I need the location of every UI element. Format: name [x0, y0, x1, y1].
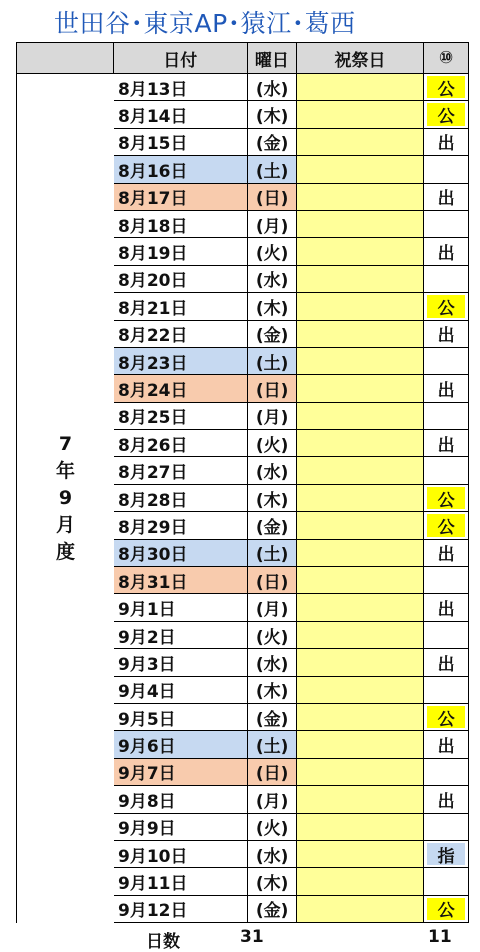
holiday-cell [297, 101, 424, 128]
weekday-cell: (水) [248, 841, 297, 868]
date-cell: 8月29日 [114, 512, 248, 539]
flag-mark: 公 [427, 514, 465, 536]
table-row [114, 731, 468, 758]
page-title: 世田谷･東京AP･猿江･葛西 [54, 9, 356, 38]
flag-cell [424, 485, 468, 512]
flag-mark: 指 [427, 843, 465, 865]
flag-mark [427, 213, 465, 235]
flag-cell [424, 540, 468, 567]
flag-mark: 出 [437, 654, 455, 675]
date-cell: 9月10日 [114, 841, 248, 868]
flag-mark [427, 405, 465, 427]
table-row [114, 156, 468, 183]
holiday-cell [297, 731, 424, 758]
flag-cell [424, 129, 468, 156]
weekday-cell: (月) [248, 786, 297, 813]
holiday-cell [297, 786, 424, 813]
flag-mark [427, 679, 465, 701]
date-cell: 8月21日 [114, 293, 248, 320]
header-day: 曜日 [248, 43, 297, 73]
fiscal-label [17, 74, 114, 923]
flag-mark: 出 [437, 134, 455, 155]
flag-cell [424, 430, 468, 457]
header-blank [17, 43, 114, 73]
holiday-cell [297, 321, 424, 348]
flag-cell [424, 759, 468, 786]
flag-mark [427, 870, 465, 892]
holiday-cell [297, 841, 424, 868]
flag-mark: 出 [437, 326, 455, 347]
weekday-cell: (土) [248, 540, 297, 567]
holiday-cell [297, 677, 424, 704]
date-cell: 8月20日 [114, 266, 248, 293]
holiday-cell [297, 129, 424, 156]
table-footer [16, 927, 469, 952]
table-row [114, 649, 468, 676]
fiscal-label-char: 月 [55, 514, 75, 537]
header-flag: ⑩ [438, 48, 454, 68]
flag-mark: 出 [437, 600, 455, 621]
date-cell: 9月6日 [114, 731, 248, 758]
date-cell: 8月18日 [114, 211, 248, 238]
flag-cell [424, 74, 468, 101]
weekday-cell: (日) [248, 375, 297, 402]
table-row [114, 567, 468, 594]
date-cell: 9月5日 [114, 704, 248, 731]
flag-mark: 公 [427, 898, 465, 920]
holiday-cell [297, 649, 424, 676]
holiday-cell [297, 759, 424, 786]
header-holiday: 祝祭日 [297, 43, 424, 73]
holiday-cell [297, 293, 424, 320]
weekday-cell: (日) [248, 184, 297, 211]
weekday-cell: (土) [248, 348, 297, 375]
table-row [114, 348, 468, 375]
flag-cell [424, 868, 468, 895]
flag-cell [424, 594, 468, 621]
header-date: 日付 [114, 43, 248, 73]
flag-cell [424, 403, 468, 430]
table-row [114, 868, 468, 895]
date-cell: 8月23日 [114, 348, 248, 375]
flag-mark: 出 [437, 435, 455, 456]
footer-label: 日数 [146, 932, 180, 952]
date-cell: 8月25日 [114, 403, 248, 430]
holiday-cell [297, 512, 424, 539]
date-cell: 8月26日 [114, 430, 248, 457]
flag-cell [424, 622, 468, 649]
table-row [114, 814, 468, 841]
flag-cell [424, 814, 468, 841]
weekday-cell: (月) [248, 594, 297, 621]
table-row [114, 540, 468, 567]
weekday-cell: (火) [248, 238, 297, 265]
fiscal-label-char: 7 [58, 433, 73, 456]
table-row [114, 622, 468, 649]
date-cell: 9月8日 [114, 786, 248, 813]
table-row [114, 430, 468, 457]
date-cell: 8月17日 [114, 184, 248, 211]
table-row [114, 211, 468, 238]
date-cell: 9月1日 [114, 594, 248, 621]
date-cell: 8月30日 [114, 540, 248, 567]
date-cell: 8月16日 [114, 156, 248, 183]
flag-cell [424, 457, 468, 484]
holiday-cell [297, 156, 424, 183]
flag-mark: 公 [427, 103, 465, 125]
flag-mark: 出 [437, 381, 455, 401]
date-cell: 8月24日 [114, 375, 248, 402]
date-cell: 9月9日 [114, 814, 248, 841]
flag-cell [424, 184, 468, 211]
table-row [114, 896, 468, 923]
flag-mark: 出 [437, 545, 455, 566]
flag-mark: 出 [437, 189, 455, 210]
weekday-cell: (火) [248, 622, 297, 649]
table-row [114, 321, 468, 348]
flag-cell [424, 293, 468, 320]
table-row [114, 293, 468, 320]
holiday-cell [297, 375, 424, 402]
flag-mark: 公 [427, 295, 465, 317]
holiday-cell [297, 211, 424, 238]
table-row [114, 403, 468, 430]
holiday-cell [297, 184, 424, 211]
table-row [114, 677, 468, 704]
flag-mark [427, 816, 465, 838]
date-cell: 9月11日 [114, 868, 248, 895]
weekday-cell: (水) [248, 266, 297, 293]
weekday-cell: (火) [248, 814, 297, 841]
weekday-cell: (金) [248, 512, 297, 539]
flag-cell [424, 567, 468, 594]
table-row [114, 704, 468, 731]
holiday-cell [297, 567, 424, 594]
date-cell: 8月19日 [114, 238, 248, 265]
flag-cell [424, 649, 468, 676]
holiday-cell [297, 814, 424, 841]
flag-cell [424, 896, 468, 923]
flag-cell [424, 321, 468, 348]
holiday-cell [297, 266, 424, 293]
holiday-cell [297, 594, 424, 621]
table-row [114, 238, 468, 265]
date-cell: 8月27日 [114, 457, 248, 484]
table-row [114, 101, 468, 128]
flag-mark [427, 350, 465, 372]
holiday-cell [297, 430, 424, 457]
flag-cell [424, 238, 468, 265]
table-body [16, 74, 469, 923]
table-row [114, 485, 468, 512]
date-cell: 9月12日 [114, 896, 248, 923]
table-row [114, 759, 468, 786]
weekday-cell: (金) [248, 321, 297, 348]
weekday-cell: (土) [248, 731, 297, 758]
weekday-cell: (水) [248, 74, 297, 101]
weekday-cell: (金) [248, 704, 297, 731]
holiday-cell [297, 403, 424, 430]
flag-cell [424, 156, 468, 183]
flag-mark: 公 [427, 76, 465, 98]
table-row [114, 375, 468, 402]
flag-cell [424, 101, 468, 128]
holiday-cell [297, 622, 424, 649]
weekday-cell: (木) [248, 293, 297, 320]
weekday-cell: (土) [248, 156, 297, 183]
holiday-cell [297, 868, 424, 895]
flag-cell [424, 348, 468, 375]
holiday-cell [297, 348, 424, 375]
table-row [114, 594, 468, 621]
table-row [114, 129, 468, 156]
holiday-cell [297, 74, 424, 101]
weekday-cell: (水) [248, 457, 297, 484]
table-row [114, 184, 468, 211]
holiday-cell [297, 238, 424, 265]
day-count: 31 [240, 927, 264, 947]
table-row [114, 841, 468, 868]
date-cell: 8月28日 [114, 485, 248, 512]
table-header [16, 42, 469, 74]
flag-cell [424, 211, 468, 238]
table-row [114, 512, 468, 539]
holiday-cell [297, 540, 424, 567]
fiscal-label-char: 9 [58, 487, 73, 510]
flag-cell [424, 704, 468, 731]
date-cell: 8月14日 [114, 101, 248, 128]
flag-count: 11 [428, 927, 452, 947]
flag-cell [424, 677, 468, 704]
weekday-cell: (金) [248, 129, 297, 156]
weekday-cell: (月) [248, 403, 297, 430]
schedule-table [16, 42, 469, 923]
flag-mark: 出 [437, 737, 455, 758]
date-cell: 8月31日 [114, 567, 248, 594]
weekday-cell: (日) [248, 759, 297, 786]
flag-mark [427, 268, 465, 290]
weekday-cell: (水) [248, 649, 297, 676]
flag-cell [424, 512, 468, 539]
flag-cell [424, 786, 468, 813]
flag-cell [424, 375, 468, 402]
weekday-cell: (金) [248, 896, 297, 923]
date-cell: 9月4日 [114, 677, 248, 704]
flag-mark [427, 459, 465, 481]
date-cell: 8月13日 [114, 74, 248, 101]
date-cell: 9月7日 [114, 759, 248, 786]
holiday-cell [297, 457, 424, 484]
table-row [114, 786, 468, 813]
table-row [114, 266, 468, 293]
holiday-cell [297, 896, 424, 923]
flag-mark: 出 [437, 791, 455, 812]
flag-mark: 出 [437, 244, 455, 265]
holiday-cell [297, 485, 424, 512]
flag-mark: 公 [427, 487, 465, 509]
fiscal-label-char: 年 [55, 460, 75, 483]
table-rows [114, 74, 468, 923]
date-cell: 8月22日 [114, 321, 248, 348]
flag-cell [424, 266, 468, 293]
date-cell: 9月3日 [114, 649, 248, 676]
flag-cell [424, 841, 468, 868]
flag-mark: 公 [427, 706, 465, 728]
flag-mark [427, 624, 465, 646]
weekday-cell: (木) [248, 101, 297, 128]
weekday-cell: (火) [248, 430, 297, 457]
weekday-cell: (木) [248, 485, 297, 512]
date-cell: 9月2日 [114, 622, 248, 649]
flag-mark [427, 569, 465, 591]
weekday-cell: (木) [248, 677, 297, 704]
flag-mark [427, 158, 465, 180]
weekday-cell: (日) [248, 567, 297, 594]
date-cell: 8月15日 [114, 129, 248, 156]
flag-cell [424, 731, 468, 758]
weekday-cell: (木) [248, 868, 297, 895]
weekday-cell: (月) [248, 211, 297, 238]
table-row [114, 457, 468, 484]
fiscal-label-char: 度 [55, 541, 75, 564]
table-row [114, 74, 468, 101]
flag-mark [427, 761, 465, 783]
holiday-cell [297, 704, 424, 731]
